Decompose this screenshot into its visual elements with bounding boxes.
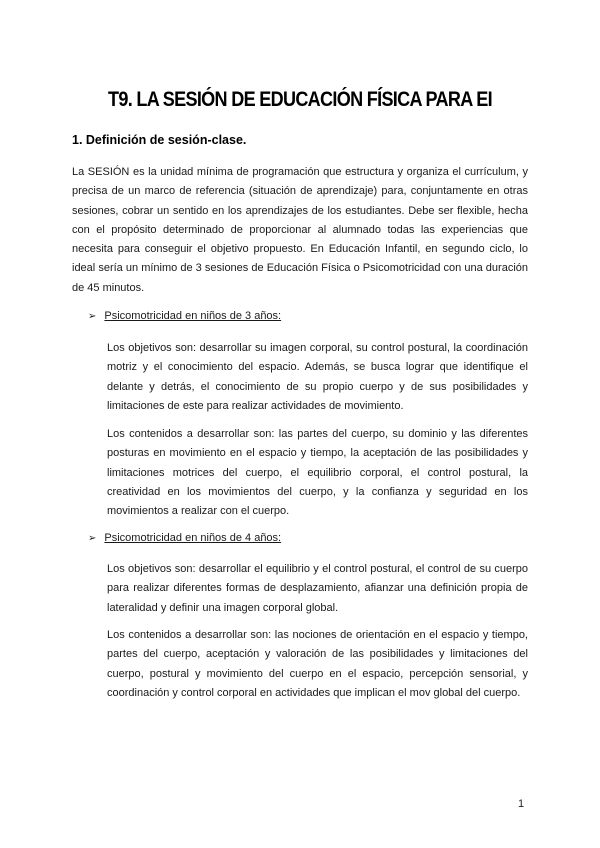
page-number: 1 [518, 798, 525, 810]
objectives-4-years-paragraph: Los objetivos son: desarrollar el equilibrio y el control postural, el control de su cuerpo para realizar diferentes formas de desplazamiento, afianzar una definición propia de lateralidad y definir una imagen corporal global. [107, 563, 528, 614]
arrow-bullet-icon: ➢ [88, 310, 97, 322]
bullet-4-years [88, 532, 281, 544]
section-heading: 1. Definición de sesión-clase. [72, 133, 247, 147]
contents-3-years-paragraph: Los contenidos a desarrollar son: las partes del cuerpo, su dominio y las diferentes posturas en movimiento en el espacio y tiempo, la aceptación de las posibilidades y limitaciones motrices del cuerpo, el equilibrio corporal, el control postural, la creatividad en los movimientos del cuerpo, y la confianza y seguridad en los movimientos a realizar con el cuerpo. [107, 428, 528, 518]
bullet-label: Psicomotricidad en niños de 3 años: [104, 310, 282, 322]
bullet-3-years [88, 310, 281, 322]
contents-4-years-paragraph: Los contenidos a desarrollar son: las nociones de orientación en el espacio y tiempo, partes del cuerpo, aceptación y valoración de las posibilidades y limitaciones del cuerpo, postural y movimiento del cuerpo en el espacio, percepción sensorial, y coordinación y control corporal en actividades que implican el mov global del cuerpo. [107, 629, 528, 699]
bullet-label: Psicomotricidad en niños de 4 años: [104, 532, 282, 544]
objectives-3-years-paragraph: Los objetivos son: desarrollar su imagen corporal, su control postural, la coordinación motriz y el conocimiento del espacio. Además, se busca lograr que identifique el delante y detrás, el conocimiento de su propio cuerpo y de sus posibilidades y limitaciones de este para realizar actividades de movimiento. [107, 342, 528, 412]
intro-paragraph: La SESIÓN es la unidad mínima de programación que estructura y organiza el currículum, y precisa de un marco de referencia (situación de aprendizaje) para, conjuntamente en otras sesiones, cobrar un sentido en los aprendizajes de los estudiantes. Debe ser flexible, hecha con el propósito determinado de proporcionar al alumnado todas las experiencias que necesita para conseguir el objetivo propuesto. En Educación Infantil, en segundo ciclo, lo ideal sería un mínimo de 3 sesiones de Educación Física o Psicomotricidad con una duración de 45 minutos. [72, 166, 528, 294]
arrow-bullet-icon: ➢ [88, 532, 97, 544]
page-title: T9. LA SESIÓN DE EDUCACIÓN FÍSICA PARA EI [108, 88, 492, 111]
